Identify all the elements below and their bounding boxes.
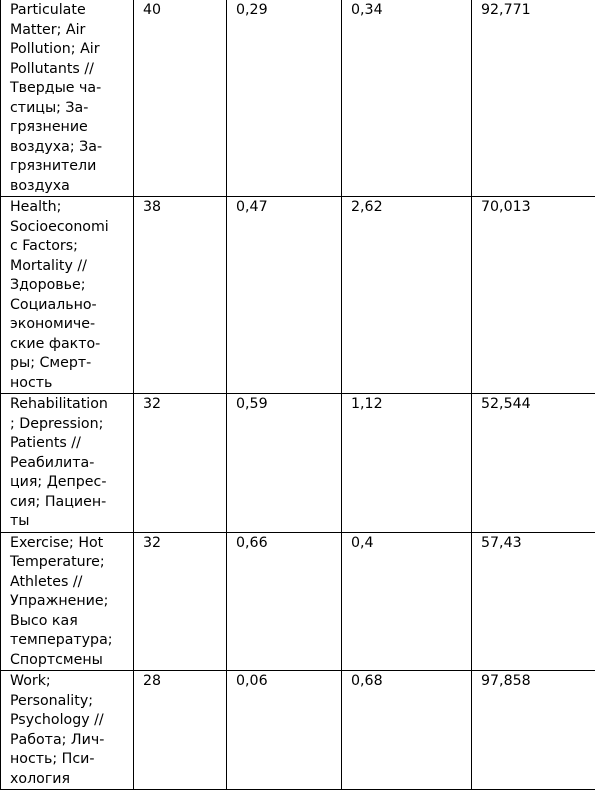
topic-cell: Exercise; Hot Temperature; Athletes // Упражнение; Высо кая температура; Спортсмены bbox=[1, 532, 134, 671]
value-cell: 92,771 bbox=[472, 0, 595, 197]
value-cell: 2,62 bbox=[342, 197, 472, 394]
value-cell: 1,12 bbox=[342, 394, 472, 533]
count-cell: 38 bbox=[134, 197, 227, 394]
topic-cell: Particulate Matter; Air Pollution; Air Pollutants // Твердые ча- стицы; За- грязнение воздуха; За- грязнители воздуха bbox=[1, 0, 134, 197]
value-cell: 70,013 bbox=[472, 197, 595, 394]
value-cell: 0,66 bbox=[227, 532, 342, 671]
value-cell: 0,29 bbox=[227, 0, 342, 197]
table-row bbox=[1, 671, 595, 790]
topic-cell: Rehabilitation ; Depression; Patients // Реабилита- ция; Депрес- сия; Пациен- ты bbox=[1, 394, 134, 533]
count-cell: 32 bbox=[134, 532, 227, 671]
value-cell: 97,858 bbox=[472, 671, 595, 790]
value-cell: 52,544 bbox=[472, 394, 595, 533]
table-row bbox=[1, 394, 595, 533]
table-row bbox=[1, 532, 595, 671]
table-row bbox=[1, 197, 595, 394]
topic-cell: Work; Personality; Psychology // Работа; Лич- ность; Пси- хология bbox=[1, 671, 134, 790]
value-cell: 57,43 bbox=[472, 532, 595, 671]
count-cell: 32 bbox=[134, 394, 227, 533]
value-cell: 0,59 bbox=[227, 394, 342, 533]
value-cell: 0,06 bbox=[227, 671, 342, 790]
count-cell: 40 bbox=[134, 0, 227, 197]
value-cell: 0,34 bbox=[342, 0, 472, 197]
count-cell: 28 bbox=[134, 671, 227, 790]
topic-cell: Health; Socioeconomi c Factors; Mortality // Здоровье; Социально- экономиче- ские факто- ры; Смерт- ность bbox=[1, 197, 134, 394]
value-cell: 0,68 bbox=[342, 671, 472, 790]
table-row bbox=[1, 0, 595, 197]
value-cell: 0,4 bbox=[342, 532, 472, 671]
value-cell: 0,47 bbox=[227, 197, 342, 394]
